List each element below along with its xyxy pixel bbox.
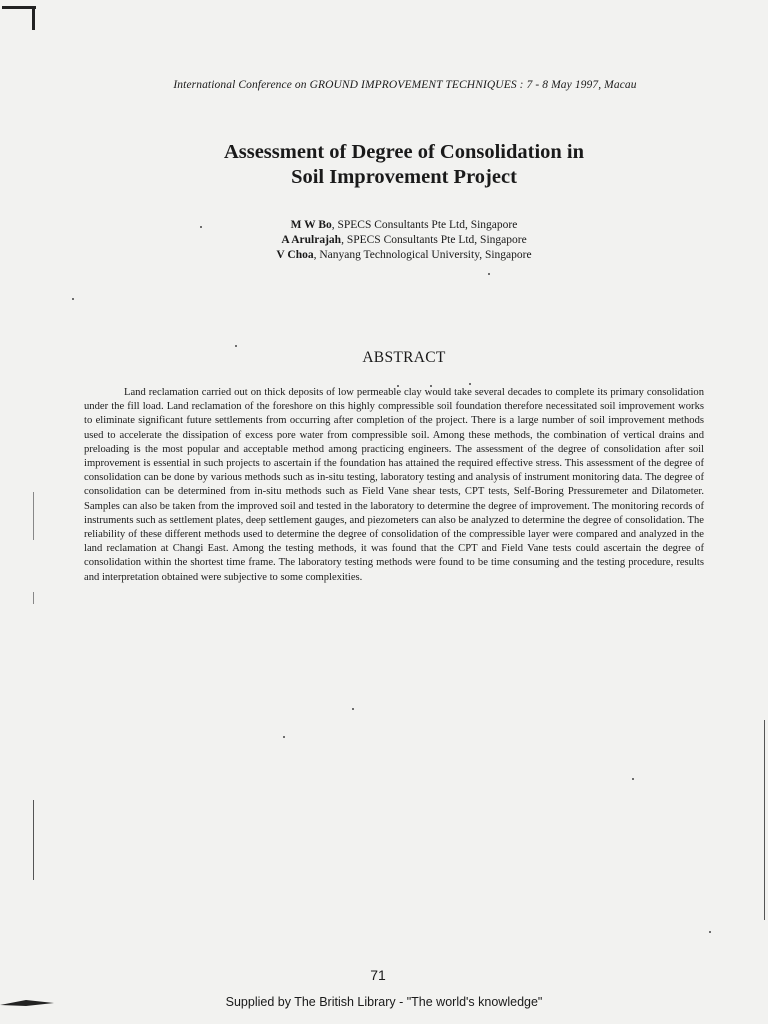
speck xyxy=(709,931,711,933)
author-affiliation: , Nanyang Technological University, Singapore xyxy=(313,249,532,261)
author-list xyxy=(0,218,768,263)
corner-mark-top-left xyxy=(2,6,36,9)
author-name: M W Bo xyxy=(290,219,332,231)
speck xyxy=(235,345,237,347)
author-affiliation: , SPECS Consultants Pte Ltd, Singapore xyxy=(331,219,518,231)
speck xyxy=(72,298,74,300)
paper-title xyxy=(0,140,768,190)
speck xyxy=(283,736,285,738)
author-line xyxy=(0,248,768,263)
author-affiliation: , SPECS Consultants Pte Ltd, Singapore xyxy=(341,234,527,246)
author-name: V Choa xyxy=(276,249,314,261)
speck xyxy=(469,383,471,385)
author-line xyxy=(0,218,768,233)
author-name: A Arulrajah xyxy=(281,234,342,246)
author-line xyxy=(0,233,768,248)
abstract-paragraph: Land reclamation carried out on thick deposits of low permeable clay would take several decades to complete its primary consolidation under the fill load. Land reclamation of the foreshore on this highly compressible soil foundation therefore necessitated soil improvement works to eliminate significant future settlements from occurring after completion of the project. There is a large number of soil improvement methods used to accelerate the dissipation of excess pore water from compressible soil. Among these methods, the combination of vertical drains and preloading is the most popular and acceptable method among practicing engineers. The assessment of the degree of consolidation after soil improvement is essential in such projects to ascertain if the foundation has attained the required effective stress. This assessment of the degree of consolidation can be done by various methods such as in-situ testing, laboratory testing and analysis of instrument monitoring data. The degree of consolidation can be determined from in-situ methods such as Field Vane shear tests, CPT tests, Self-Boring Pressuremeter and Dilatometer. Samples can also be taken from the improved soil and tested in the laboratory to determine the degree of improvement. The monitoring records of instruments such as settlement plates, deep settlement gauges, and piezometers can also be analyzed to determine the degree of consolidation. The reliability of these different methods used to determine the degree of consolidation of the compressible layer were compared and analyzed in the land reclamation at Changi East. Among the testing methods, it was found that the CPT and Field Vane tests could ascertain the degree of consolidation within the shortest time frame. The laboratory testing methods were found to be time consuming and the testing procedure, results and interpretation obtained were subjective to some complexities. xyxy=(84,387,704,583)
speck xyxy=(352,708,354,710)
speck xyxy=(632,778,634,780)
margin-tick-left-1 xyxy=(33,492,34,540)
page-number: 71 xyxy=(370,967,386,983)
library-footer: Supplied by The British Library - "The world's knowledge" xyxy=(225,995,543,1009)
abstract-body xyxy=(84,386,704,585)
title-line-1: Assessment of Degree of Consolidation in xyxy=(223,141,585,163)
abstract-heading: ABSTRACT xyxy=(362,349,446,366)
margin-tick-left-2 xyxy=(33,592,34,604)
margin-line-right xyxy=(764,720,765,920)
conference-header: International Conference on GROUND IMPROVEMENT TECHNIQUES : 7 - 8 May 1997, Macau xyxy=(173,79,637,91)
corner-mark-stem xyxy=(32,6,35,30)
margin-line-left xyxy=(33,800,34,880)
title-line-2: Soil Improvement Project xyxy=(291,166,517,188)
speck xyxy=(488,273,490,275)
